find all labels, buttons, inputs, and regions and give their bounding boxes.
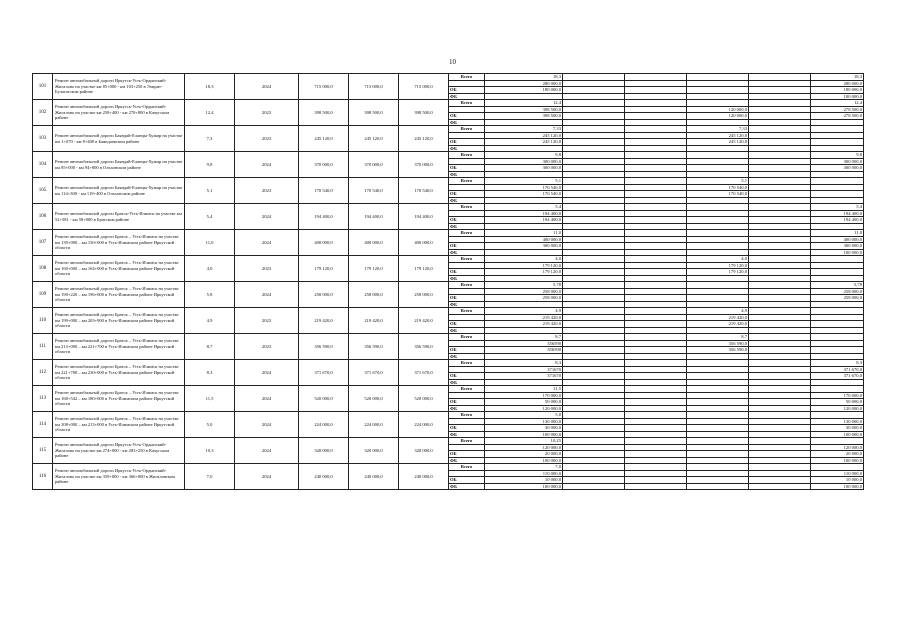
funding-source-label: ФБ [449, 405, 485, 412]
value-2023: 8,7 [687, 334, 749, 341]
funding-source-label: ОБ [449, 191, 485, 198]
value-2023: 170 540,0 [687, 184, 749, 191]
length-km: 8,3 [185, 360, 235, 386]
row-number: 104 [33, 152, 53, 178]
road-repair-table [32, 73, 864, 490]
length-km: 4,0 [185, 256, 235, 282]
value-2024: 30 000,0 [811, 425, 864, 432]
value-total: 219 420,0 [485, 321, 563, 328]
remaining-cost: 320 000,0 [399, 438, 449, 464]
estimated-cost: 400 000,0 [299, 230, 349, 256]
funding-source-label: ФБ [449, 197, 485, 204]
length-km: 9,8 [185, 152, 235, 178]
value-total: 194 400,0 [485, 210, 563, 217]
total-cost: 219 420,0 [349, 308, 399, 334]
value-total: 8,7 [485, 334, 563, 341]
total-cost: 224 000,0 [349, 412, 399, 438]
value-2023: 120 000,0 [687, 113, 749, 120]
object-description: Ремонт автомобильной дороги Братск – Усть-Илимск на участке км 221+700 – км 230+000 в Усть-Илимском районе Иркутской области [53, 360, 185, 386]
value-total: 245 120,0 [485, 132, 563, 139]
value-total: 10,25 [485, 438, 563, 445]
value-total: 194 400,0 [485, 217, 563, 224]
value-2024: 170 000,0 [811, 392, 864, 399]
value-2024: 8,3 [811, 360, 864, 367]
funding-source-label: ОБ [449, 347, 485, 354]
value-total: 356590 [485, 340, 563, 347]
total-cost: 179 120,0 [349, 256, 399, 282]
value-total: 100 000,0 [485, 483, 563, 490]
estimated-cost: 170 540,0 [299, 178, 349, 204]
row-number: 109 [33, 282, 53, 308]
funding-source-label: ОБ [449, 165, 485, 172]
funding-source-label: Всего [449, 386, 485, 393]
value-2024: 5,4 [811, 204, 864, 211]
completion-year: 2024 [235, 74, 299, 100]
object-description: Ремонт автомобильной дороги Братск – Усть-Илимск на участке км 160+000 – км 164+000 в Усть-Илимском районе Иркутской области [53, 256, 185, 282]
funding-source-label: ОБ [449, 477, 485, 484]
remaining-cost: 520 000,0 [399, 386, 449, 412]
value-total: 8,3 [485, 360, 563, 367]
completion-year: 2023 [235, 100, 299, 126]
value-total: 4,0 [485, 256, 563, 263]
value-2024: 20 000,0 [811, 451, 864, 458]
row-number: 101 [33, 74, 53, 100]
value-2024: 300 000,0 [811, 165, 864, 172]
estimated-cost: 715 000,0 [299, 74, 349, 100]
estimated-cost: 224 000,0 [299, 412, 349, 438]
object-description: Ремонт автомобильной дороги Братск – Усть-Илимск на участке км 139+000 – км 150+000 в Усть-Илимском районе Иркутской области [53, 230, 185, 256]
row-number: 108 [33, 256, 53, 282]
table-body [33, 74, 864, 490]
funding-source-label: ОБ [449, 321, 485, 328]
completion-year: 2023 [235, 308, 299, 334]
value-2024: 194 400,0 [811, 217, 864, 224]
value-2023: 179 120,0 [687, 269, 749, 276]
funding-source-label: ФБ [449, 301, 485, 308]
total-cost: 370 000,0 [349, 152, 399, 178]
value-2024: 100 000,0 [811, 93, 864, 100]
value-total: 11,0 [485, 230, 563, 237]
funding-source-label: ФБ [449, 327, 485, 334]
value-2024: 371 670,0 [811, 366, 864, 373]
value-total: 20 000,0 [485, 451, 563, 458]
value-2023: 4,0 [687, 256, 749, 263]
row-number: 112 [33, 360, 53, 386]
funding-source-label: ФБ [449, 93, 485, 100]
funding-source-label: ОБ [449, 113, 485, 120]
value-total: 170 540,0 [485, 184, 563, 191]
value-total: 120 000,0 [485, 444, 563, 451]
value-empty [749, 483, 811, 490]
value-2023 [687, 483, 749, 490]
value-total: 300 000,0 [485, 158, 563, 165]
total-cost: 320 000,0 [349, 438, 399, 464]
value-total: 300 000,0 [485, 243, 563, 250]
value-total: 170 000,0 [485, 392, 563, 399]
length-km: 18,3 [185, 74, 235, 100]
funding-source-label: ОБ [449, 399, 485, 406]
funding-source-label: ФБ [449, 483, 485, 490]
object-description: Ремонт автомобильной дороги Братск – Усть-Илимск на участке км 199+000 – км 203+900 в Усть-Илимском районе Иркутской области [53, 308, 185, 334]
object-description: Ремонт автомобильной дороги Братск – Усть-Илимск на участке км 190+220 – км 196+000 в Усть-Илимском районе Иркутской области [53, 282, 185, 308]
funding-source-label: ФБ [449, 353, 485, 360]
value-total: 180 000,0 [485, 87, 563, 94]
value-total: 100 000,0 [485, 457, 563, 464]
funding-source-label: ФБ [449, 457, 485, 464]
completion-year: 2024 [235, 386, 299, 412]
value-2024: 50 000,0 [811, 399, 864, 406]
value-2023: 5,1 [687, 178, 749, 185]
value-total: 300 000,0 [485, 165, 563, 172]
row-number: 107 [33, 230, 53, 256]
value-total: 280 000,0 [485, 80, 563, 87]
value-2024: 5,78 [811, 282, 864, 289]
value-2023: 245 120,0 [687, 139, 749, 146]
row-number: 103 [33, 126, 53, 152]
value-total: 400 000,0 [485, 236, 563, 243]
length-km: 10,3 [185, 438, 235, 464]
remaining-cost: 715 000,0 [399, 74, 449, 100]
funding-source-label: ФБ [449, 275, 485, 282]
length-km: 11,0 [185, 230, 235, 256]
row-number: 116 [33, 464, 53, 490]
value-2024: 371 670,0 [811, 373, 864, 380]
value-2024: 300 000,0 [811, 158, 864, 165]
row-number: 110 [33, 308, 53, 334]
value-total: 398 500,0 [485, 106, 563, 113]
value-2024: 120 000,0 [811, 444, 864, 451]
total-cost: 715 000,0 [349, 74, 399, 100]
remaining-cost: 219 420,0 [399, 308, 449, 334]
completion-year: 2024 [235, 230, 299, 256]
value-2024: 280 000,0 [811, 80, 864, 87]
value-total: 5,78 [485, 282, 563, 289]
object-description: Ремонт автомобильной дороги Иркутск-Усть-Ордынский-Жигалово на участке км 85+000 - км 103+250 в Эхирит-Булагатском районе [53, 74, 185, 100]
remaining-cost: 245 120,0 [399, 126, 449, 152]
value-total: 30 000,0 [485, 425, 563, 432]
value-2024: 100 000,0 [811, 431, 864, 438]
value-col-1 [563, 483, 625, 490]
value-2024: 18,3 [811, 74, 864, 81]
length-km: 7,3 [185, 126, 235, 152]
value-total: 10 000,0 [485, 477, 563, 484]
object-description: Ремонт автомобильной дороги Братск – Усть-Илимск на участке км 213+000 – км 221+700 в Усть-Илимском районе Иркутской области [53, 334, 185, 360]
completion-year: 2024 [235, 204, 299, 230]
funding-source-label: Всего [449, 100, 485, 107]
value-total: 371670 [485, 373, 563, 380]
funding-source-label: Всего [449, 412, 485, 419]
remaining-cost: 170 540,0 [399, 178, 449, 204]
remaining-cost: 371 670,0 [399, 360, 449, 386]
funding-source-label: Всего [449, 204, 485, 211]
remaining-cost: 224 000,0 [399, 412, 449, 438]
total-cost: 371 670,0 [349, 360, 399, 386]
value-2023: 245 120,0 [687, 132, 749, 139]
page-number: 10 [449, 58, 456, 66]
total-cost: 398 500,0 [349, 100, 399, 126]
value-2023: 356 590,0 [687, 340, 749, 347]
value-total: 170 540,0 [485, 191, 563, 198]
object-description: Ремонт автомобильной дороги Баяндай-Еланцы-Хужир на участке км 85+000 - км 94+800 в Ольхонском районе [53, 152, 185, 178]
remaining-cost: 398 500,0 [399, 100, 449, 126]
value-2024: 100 000,0 [811, 483, 864, 490]
estimated-cost: 194 400,0 [299, 204, 349, 230]
remaining-cost: 258 000,0 [399, 282, 449, 308]
completion-year: 2024 [235, 412, 299, 438]
value-2023: 219 420,0 [687, 321, 749, 328]
funding-source-label: ОБ [449, 451, 485, 458]
object-description: Ремонт автомобильной дороги Баяндай-Еланцы-Хужир на участке км 1+070 - км 8+400 в Баяндаевском районе [53, 126, 185, 152]
completion-year: 2024 [235, 152, 299, 178]
object-description: Ремонт автомобильной дороги Иркутск-Усть-Ордынский-Жигалово на участке км 359+000 - км 366+000 в Жигаловском районе [53, 464, 185, 490]
value-total: 5,0 [485, 412, 563, 419]
completion-year: 2023 [235, 126, 299, 152]
estimated-cost: 219 420,0 [299, 308, 349, 334]
funding-source-label: Всего [449, 178, 485, 185]
funding-source-label: ОБ [449, 295, 485, 302]
funding-source-label: ОБ [449, 243, 485, 250]
row-number: 111 [33, 334, 53, 360]
estimated-cost: 179 120,0 [299, 256, 349, 282]
value-2024: 12,4 [811, 100, 864, 107]
value-total: 5,4 [485, 204, 563, 211]
object-description: Ремонт автомобильной дороги Братск – Усть-Илимск на участке км 168+542 – км 180+000 в Усть-Илимском районе Иркутской области [53, 386, 185, 412]
row-number: 106 [33, 204, 53, 230]
value-2023: 7,33 [687, 126, 749, 133]
completion-year: 2024 [235, 464, 299, 490]
estimated-cost: 240 000,0 [299, 464, 349, 490]
total-cost: 240 000,0 [349, 464, 399, 490]
estimated-cost: 370 000,0 [299, 152, 349, 178]
value-total: 398 500,0 [485, 113, 563, 120]
value-total: 5,1 [485, 178, 563, 185]
estimated-cost: 520 000,0 [299, 386, 349, 412]
length-km: 7,0 [185, 464, 235, 490]
estimated-cost: 398 500,0 [299, 100, 349, 126]
object-description: Ремонт автомобильной дороги Иркутск-Усть-Ордынский-Жигалово на участке км 258+400 - км 270+800 в Качугском районе [53, 100, 185, 126]
remaining-cost: 179 120,0 [399, 256, 449, 282]
funding-source-label: ФБ [449, 171, 485, 178]
value-total: 258 000,0 [485, 295, 563, 302]
row-number: 113 [33, 386, 53, 412]
completion-year: 2024 [235, 438, 299, 464]
estimated-cost: 356 590,0 [299, 334, 349, 360]
funding-source-label: Всего [449, 74, 485, 81]
funding-source-label: ФБ [449, 249, 485, 256]
remaining-cost: 356 590,0 [399, 334, 449, 360]
row-number: 102 [33, 100, 53, 126]
value-2024: 258 000,0 [811, 288, 864, 295]
funding-source-label: Всего [449, 282, 485, 289]
funding-source-label: Всего [449, 152, 485, 159]
total-cost: 400 000,0 [349, 230, 399, 256]
funding-source-label: Всего [449, 308, 485, 315]
value-2023: 219 420,0 [687, 314, 749, 321]
value-total: 9,8 [485, 152, 563, 159]
value-2024: 110 000,0 [811, 470, 864, 477]
value-2023: 179 120,0 [687, 262, 749, 269]
estimated-cost: 371 670,0 [299, 360, 349, 386]
funding-source-label: Всего [449, 360, 485, 367]
value-total: 7,33 [485, 126, 563, 133]
value-total: 245 120,0 [485, 139, 563, 146]
value-total: 12,4 [485, 100, 563, 107]
length-km: 5,8 [185, 282, 235, 308]
total-cost: 520 000,0 [349, 386, 399, 412]
completion-year: 2024 [235, 282, 299, 308]
funding-source-label: Всего [449, 464, 485, 471]
funding-source-label: Всего [449, 438, 485, 445]
funding-source-label: ФБ [449, 119, 485, 126]
object-description: Ремонт автомобильной дороги Баяндай-Еланцы-Хужир на участке км 114+300 - км 119+400 в Ольхонском районе [53, 178, 185, 204]
object-description: Ремонт автомобильной дороги Иркутск-Усть-Ордынский-Жигалово на участке км 274+000 - км 283+250 в Качугском районе [53, 438, 185, 464]
length-km: 8,7 [185, 334, 235, 360]
value-2024: 9,8 [811, 152, 864, 159]
value-col-2 [625, 483, 687, 490]
funding-source-label: ОБ [449, 425, 485, 432]
value-2024: 180 000,0 [811, 87, 864, 94]
value-total: 7,0 [485, 464, 563, 471]
completion-year: 2023 [235, 178, 299, 204]
remaining-cost: 194 400,0 [399, 204, 449, 230]
remaining-cost: 370 000,0 [399, 152, 449, 178]
funding-source-label: ФБ [449, 145, 485, 152]
value-2024: 100 000,0 [811, 249, 864, 256]
funding-source-label: Всего [449, 126, 485, 133]
length-km: 12,4 [185, 100, 235, 126]
funding-source-label: ФБ [449, 379, 485, 386]
value-2024: 278 500,0 [811, 106, 864, 113]
length-km: 5,0 [185, 412, 235, 438]
value-2024: 10 000,0 [811, 477, 864, 484]
value-2024: 11,0 [811, 230, 864, 237]
funding-source-label: ФБ [449, 223, 485, 230]
value-total: 258 000,0 [485, 288, 563, 295]
value-2024: 300 000,0 [811, 243, 864, 250]
object-description: Ремонт автомобильной дороги Братск-Усть-Илимск на участке км 52+581 - км 58+000 в Братском районе [53, 204, 185, 230]
value-total: 179 120,0 [485, 262, 563, 269]
completion-year: 2023 [235, 256, 299, 282]
value-total: 50 000,0 [485, 399, 563, 406]
value-2023: 120 000,0 [687, 106, 749, 113]
total-cost: 356 590,0 [349, 334, 399, 360]
total-cost: 170 540,0 [349, 178, 399, 204]
value-total: 11,5 [485, 386, 563, 393]
funding-source-label: ОБ [449, 139, 485, 146]
funding-source-label: ОБ [449, 373, 485, 380]
value-total: 371670 [485, 366, 563, 373]
length-km: 11,5 [185, 386, 235, 412]
row-number: 115 [33, 438, 53, 464]
funding-source-label: ФБ [449, 431, 485, 438]
value-2023: 170 540,0 [687, 191, 749, 198]
value-total: 18,3 [485, 74, 563, 81]
value-2024: 400 000,0 [811, 236, 864, 243]
length-km: 5,4 [185, 204, 235, 230]
value-total: 110 000,0 [485, 470, 563, 477]
estimated-cost: 258 000,0 [299, 282, 349, 308]
estimated-cost: 245 120,0 [299, 126, 349, 152]
value-2024: 258 000,0 [811, 295, 864, 302]
remaining-cost: 240 000,0 [399, 464, 449, 490]
total-cost: 194 400,0 [349, 204, 399, 230]
value-2024: 100 000,0 [811, 457, 864, 464]
remaining-cost: 400 000,0 [399, 230, 449, 256]
completion-year: 2024 [235, 360, 299, 386]
length-km: 4,9 [185, 308, 235, 334]
row-number: 114 [33, 412, 53, 438]
funding-source-label: Всего [449, 256, 485, 263]
value-2024: 130 000,0 [811, 418, 864, 425]
value-2024: 120 000,0 [811, 405, 864, 412]
funding-source-label: Всего [449, 334, 485, 341]
funding-source-label: Всего [449, 230, 485, 237]
total-cost: 258 000,0 [349, 282, 399, 308]
funding-source-label: ОБ [449, 87, 485, 94]
value-total: 179 120,0 [485, 269, 563, 276]
value-2024: 278 500,0 [811, 113, 864, 120]
value-total: 120 000,0 [485, 405, 563, 412]
value-total: 219 420,0 [485, 314, 563, 321]
object-description: Ремонт автомобильной дороги Братск – Усть-Илимск на участке км 208+000 – км 213+000 в Усть-Илимском районе Иркутской области [53, 412, 185, 438]
value-total: 356590 [485, 347, 563, 354]
value-total: 130 000,0 [485, 418, 563, 425]
completion-year: 2023 [235, 334, 299, 360]
value-2023: 4,9 [687, 308, 749, 315]
value-total: 4,9 [485, 308, 563, 315]
value-2023: 356 590,0 [687, 347, 749, 354]
row-number: 105 [33, 178, 53, 204]
funding-source-label: ОБ [449, 217, 485, 224]
funding-source-label: ОБ [449, 269, 485, 276]
value-total: 100 000,0 [485, 431, 563, 438]
total-cost: 245 120,0 [349, 126, 399, 152]
estimated-cost: 320 000,0 [299, 438, 349, 464]
length-km: 5,1 [185, 178, 235, 204]
value-2024: 194 400,0 [811, 210, 864, 217]
